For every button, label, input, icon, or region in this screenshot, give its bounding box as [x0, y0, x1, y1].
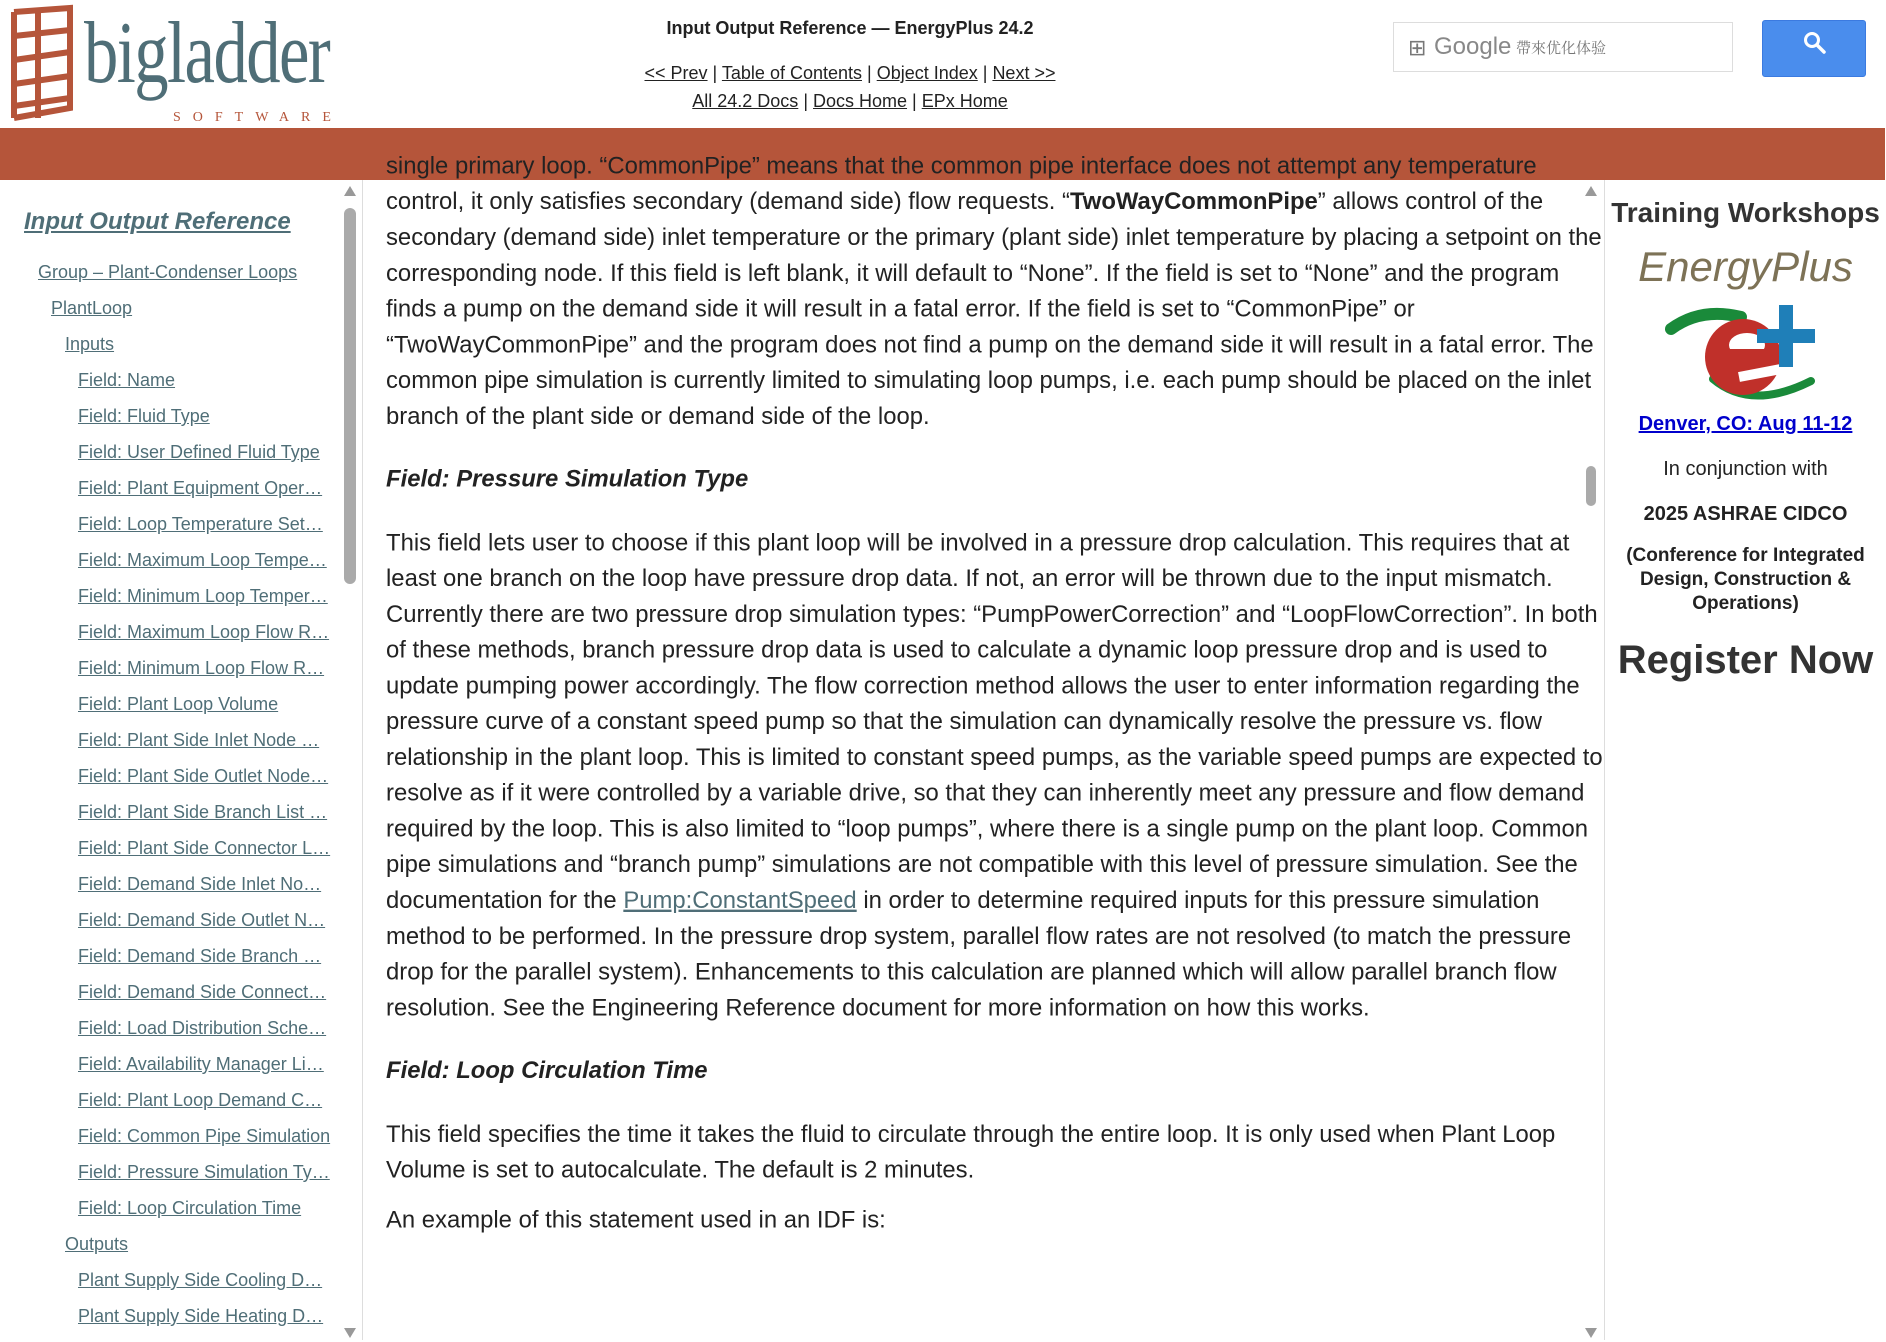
sidebar-item [0, 1234, 340, 1270]
field-heading-pressure-simulation: Field: Pressure Simulation Type [386, 466, 749, 493]
nav-row-primary: << Prev | Table of Contents | Object Index | Next >> [644, 63, 1056, 83]
sidebar-item [0, 262, 340, 298]
paragraph-text: ” allows control of the secondary (demand side) inlet temperature or the primary (plant side) inlet temperature by placing a setpoint on the corresponding node. If this field is left blank, it will default to “None”. If the field is set to “None” and the program finds a pump on the demand side it will result in a fatal error. If the field is set to “CommonPipe” or “TwoWayCommonPipe” and the program does not find a pump on the demand side it will result in a fatal error. The common pipe simulation is currently limited to simulating loop pumps, i.e. each pump should be placed on the inlet branch of the plant side or demand side of the loop. [386, 188, 1602, 430]
sidebar-item [0, 838, 340, 874]
prev-link[interactable]: << Prev [644, 63, 708, 83]
sidebar-item [0, 1162, 340, 1198]
sidebar-toc-list [0, 262, 340, 1342]
paragraph-text: This field lets user to choose if this plant loop will be involved in a pressure drop calculation. This requires that at least one branch on the loop have pressure drop data. If not, an error will be thrown due to the input mismatch. Currently there are two pressure drop simulation types: “PumpPowerCorrection” and “LoopFlowCorrection”. In both of these methods, branch pressure drop data is used to calculate a dynamic loop pressure drop and is used to update pumping power accordingly. The flow correction method allows the user to enter information regarding the pressure curve of a constant speed pump so that the simulation can dynamically resolve the pressure vs. flow relationship in the plant loop. This is limited to constant speed pumps, as the variable speed pumps are expected to resolve as if it were controlled by a variable drive, so that they can inherently meet any pressure and flow demand required by the loop. This is also limited to “loop pumps”, where there is a single pump on the plant loop. Common pipe simulations and “branch pump” simulations are not compatible with this level of pressure simulation. See the documentation for the [386, 529, 1603, 914]
paragraph-common-pipe [386, 184, 1610, 434]
object-index-link[interactable]: Object Index [876, 63, 978, 83]
scroll-down-arrow[interactable] [344, 1328, 356, 1338]
sidebar-item [0, 406, 340, 442]
sidebar-item-link[interactable]: Field: Minimum Loop Temper… [78, 586, 328, 606]
paragraph-text: in order to determine required inputs for this pressure simulation method to be performed. In the pressure drop system, parallel flow rates are not resolved (to match the pressure drop for the parallel system). Enhancements to this calculation are planned which will allow parallel branch flow resolution. See the Engineering Reference document for more information on how this works. [386, 887, 1572, 1021]
field-heading-loop-circulation: Field: Loop Circulation Time [386, 1057, 708, 1084]
sidebar-item-link[interactable]: Field: Name [78, 370, 176, 390]
sidebar-item-link[interactable]: Field: Demand Side Branch … [78, 946, 322, 966]
page-title: Input Output Reference — EnergyPlus 24.2 [666, 18, 1034, 38]
scroll-up-arrow[interactable] [1585, 186, 1597, 196]
sidebar-item-link[interactable]: Field: Plant Side Branch List … [78, 802, 328, 822]
sidebar-item [0, 586, 340, 622]
sidebar-item [0, 1126, 340, 1162]
all-docs-link[interactable]: All 24.2 Docs [692, 91, 799, 111]
sidebar-item-link[interactable]: Field: Plant Loop Volume [78, 694, 279, 714]
sidebar-item [0, 910, 340, 946]
sidebar-item [0, 946, 340, 982]
sidebar-item-link[interactable]: Field: Demand Side Inlet No… [78, 874, 322, 894]
toc-link[interactable]: Table of Contents [721, 63, 862, 83]
header [0, 0, 1885, 128]
paragraph-pressure-simulation [386, 525, 1610, 1026]
sidebar-item [0, 442, 340, 478]
sidebar-item [0, 1270, 340, 1306]
sidebar [0, 180, 363, 1340]
paragraph-example: An example of this statement used in an IDF is: [386, 1206, 886, 1234]
scroll-down-arrow[interactable] [1585, 1328, 1597, 1338]
event-fullname: (Conference for Integrated Design, Construction & Operations) [1626, 545, 1865, 614]
sidebar-item [0, 766, 340, 802]
nav-row-secondary: All 24.2 Docs | Docs Home | EPx Home [692, 91, 1008, 111]
sidebar-item-link[interactable]: Field: Plant Side Outlet Node… [78, 766, 329, 786]
pump-constant-speed-link[interactable]: Pump:ConstantSpeed [623, 887, 857, 914]
next-link[interactable]: Next >> [992, 63, 1056, 83]
sidebar-item-link[interactable]: Field: User Defined Fluid Type [78, 442, 320, 462]
sidebar-item-link[interactable]: Group – Plant-Condenser Loops [38, 262, 298, 282]
sidebar-item [0, 1090, 340, 1126]
search-button[interactable] [1762, 20, 1866, 77]
bold-term: TwoWayCommonPipe [1070, 188, 1318, 215]
paragraph-text: single primary loop. “CommonPipe” means that the common pipe interface does not attempt any temperature [386, 152, 1537, 180]
scroll-up-arrow[interactable] [344, 186, 356, 196]
logo-subtitle: SOFTWARE [173, 110, 343, 125]
sidebar-item [0, 1306, 340, 1342]
sidebar-item [0, 1054, 340, 1090]
sidebar-title-link[interactable]: Input Output Reference [24, 208, 291, 235]
sidebar-item-link[interactable]: Field: Loop Circulation Time [78, 1198, 302, 1218]
sidebar-item-link[interactable]: Field: Common Pipe Simulation [78, 1126, 331, 1146]
header-center [600, 18, 1100, 115]
content-body [386, 148, 1610, 1238]
main-content [363, 152, 1603, 1340]
scroll-thumb[interactable] [1586, 466, 1596, 506]
sidebar-item-link[interactable]: Field: Availability Manager Li… [78, 1054, 324, 1074]
sidebar-item-link[interactable]: Field: Minimum Loop Flow R… [78, 658, 325, 678]
energyplus-logo-icon [1661, 299, 1831, 409]
paragraph-text: control, it only satisfies secondary (demand side) flow requests. “ [386, 188, 1071, 215]
workshop-date-link[interactable]: Denver, CO: Aug 11-12 [1638, 413, 1853, 435]
sidebar-item-link[interactable]: Field: Maximum Loop Flow R… [78, 622, 330, 642]
search-grid-icon: ⊞ [1408, 35, 1427, 60]
search-box[interactable] [1393, 22, 1733, 72]
docs-home-link[interactable]: Docs Home [813, 91, 908, 111]
sidebar-item [0, 730, 340, 766]
sidebar-item-link[interactable]: Field: Maximum Loop Tempe… [78, 550, 327, 570]
sidebar-item [0, 334, 340, 370]
sidebar-item [0, 550, 340, 586]
bigladder-logo[interactable] [8, 5, 343, 126]
sidebar-item-link[interactable]: Field: Load Distribution Sche… [78, 1018, 327, 1038]
sidebar-item-link[interactable]: PlantLoop [51, 298, 133, 318]
sidebar-item [0, 658, 340, 694]
sidebar-item-link[interactable]: Outputs [65, 1234, 129, 1254]
sidebar-item [0, 622, 340, 658]
energyplus-brand: EnergyPlus [1638, 243, 1853, 290]
training-ad [1604, 180, 1886, 1340]
sidebar-scrollbar[interactable] [342, 180, 358, 1340]
scroll-thumb[interactable] [344, 208, 356, 584]
logo-wordmark: bigladder [84, 5, 330, 102]
event-name: 2025 ASHRAE CIDCO [1643, 503, 1848, 525]
search-input[interactable] [1514, 33, 1718, 63]
register-now-button[interactable]: Register Now [1617, 638, 1874, 682]
sidebar-item-link[interactable]: Field: Demand Side Connect… [78, 982, 327, 1002]
sidebar-item-link[interactable]: Field: Plant Side Connector L… [78, 838, 331, 858]
epx-home-link[interactable]: EPx Home [921, 91, 1008, 111]
google-brand: Google [1434, 33, 1512, 60]
sidebar-item [0, 874, 340, 910]
sidebar-item-link[interactable]: Inputs [65, 334, 115, 354]
conjunction-text: In conjunction with [1663, 458, 1828, 480]
ladder-icon [8, 6, 78, 122]
paragraph-cut [386, 148, 1610, 184]
sidebar-item [0, 1018, 340, 1054]
sidebar-item-link[interactable]: Plant Supply Side Heating D… [78, 1306, 324, 1326]
sidebar-item [0, 478, 340, 514]
training-title: Training Workshops [1611, 197, 1880, 228]
sidebar-item-link[interactable]: Plant Supply Side Cooling D… [78, 1270, 323, 1290]
sidebar-item [0, 514, 340, 550]
main-scrollbar[interactable] [1583, 180, 1599, 1340]
paragraph-loop-circulation: This field specifies the time it takes the fluid to circulate through the entire loop. It is only used when Plant Loop Volume is set to autocalculate. The default is 2 minutes. [386, 1121, 1556, 1184]
sidebar-item-link[interactable]: Field: Plant Side Inlet Node … [78, 730, 320, 750]
sidebar-item [0, 298, 340, 334]
sidebar-item [0, 982, 340, 1018]
sidebar-item-link[interactable]: Field: Demand Side Outlet N… [78, 910, 326, 930]
sidebar-item [0, 370, 340, 406]
sidebar-item [0, 802, 340, 838]
sidebar-item [0, 1198, 340, 1234]
sidebar-item-link[interactable]: Field: Pressure Simulation Ty… [78, 1162, 330, 1182]
sidebar-item [0, 694, 340, 730]
sidebar-item-link[interactable]: Field: Plant Loop Demand C… [78, 1090, 323, 1110]
sidebar-item-link[interactable]: Field: Fluid Type [78, 406, 210, 426]
sidebar-item-link[interactable]: Field: Loop Temperature Set… [78, 514, 323, 534]
sidebar-item-link[interactable]: Field: Plant Equipment Oper… [78, 478, 323, 498]
search-icon [1803, 31, 1827, 55]
